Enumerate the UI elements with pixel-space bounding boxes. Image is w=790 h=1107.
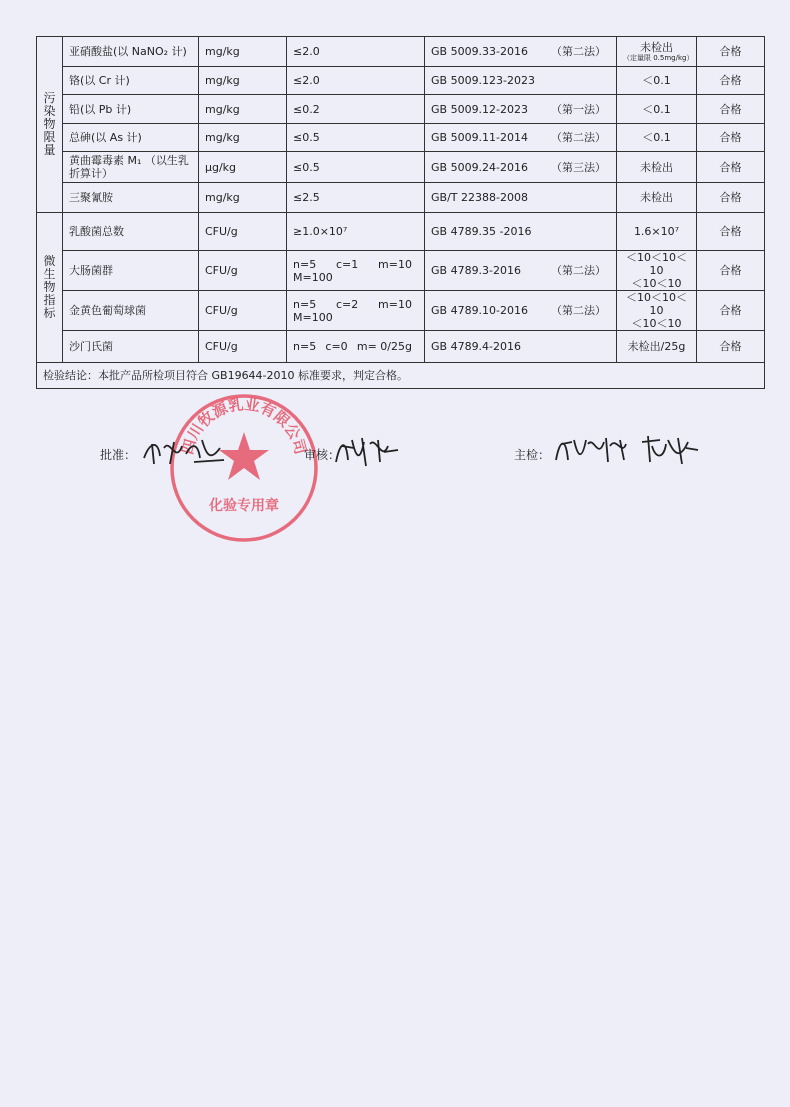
table-row: [37, 213, 765, 251]
item-cell: 三聚氰胺: [63, 183, 199, 213]
table-row: [37, 331, 765, 363]
item-cell: 铅(以 Pb 计): [63, 95, 199, 124]
judgement-cell: 合格: [697, 152, 765, 183]
inspector-signature: [552, 430, 702, 470]
unit-cell: mg/kg: [199, 37, 287, 67]
judgement-cell: 合格: [697, 95, 765, 124]
item-cell: 沙门氏菌: [63, 331, 199, 363]
item-cell: 铬(以 Cr 计): [63, 67, 199, 95]
requirement-cell: ≤2.5: [287, 183, 425, 213]
table-row: [37, 124, 765, 152]
result-cell: 未检出 （定量限 0.5mg/kg）: [617, 37, 697, 67]
judgement-cell: 合格: [697, 37, 765, 67]
requirement-cell: ≥1.0×10⁷: [287, 213, 425, 251]
unit-cell: CFU/g: [199, 331, 287, 363]
judgement-cell: 合格: [697, 213, 765, 251]
table-row: [37, 37, 765, 67]
table-row: [37, 251, 765, 291]
standard-cell: GB 5009.24-2016 （第三法）: [425, 152, 617, 183]
result-cell: ＜0.1: [617, 95, 697, 124]
inspector-label: 主检：: [514, 448, 551, 462]
inspection-table: [36, 36, 765, 389]
table-row: [37, 67, 765, 95]
requirement-cell: n=5 c=2 m=10 M=100: [287, 291, 425, 331]
result-cell: ＜0.1: [617, 67, 697, 95]
unit-cell: mg/kg: [199, 183, 287, 213]
approve-signature: [140, 434, 230, 470]
item-cell: 总砷(以 As 计): [63, 124, 199, 152]
result-cell: ＜0.1: [617, 124, 697, 152]
result-cell: ＜10＜10＜10 ＜10＜10: [617, 291, 697, 331]
standard-cell: GB 5009.12-2023 （第一法）: [425, 95, 617, 124]
item-cell: 大肠菌群: [63, 251, 199, 291]
unit-cell: CFU/g: [199, 291, 287, 331]
conclusion-text: 检验结论：本批产品所检项目符合 GB19644-2010 标准要求，判定合格。: [37, 363, 765, 389]
requirement-cell: n=5 c=0 m= 0/25g: [287, 331, 425, 363]
item-cell: 黄曲霉毒素 M₁ （以生乳折算计）: [63, 152, 199, 183]
requirement-cell: ≤2.0: [287, 67, 425, 95]
item-cell: 亚硝酸盐(以 NaNO₂ 计): [63, 37, 199, 67]
standard-cell: GB 5009.123-2023: [425, 67, 617, 95]
category-cell: 微 生 物 指 标: [37, 213, 63, 363]
table-row: [37, 95, 765, 124]
result-cell: 未检出: [617, 152, 697, 183]
unit-cell: CFU/g: [199, 213, 287, 251]
result-cell: 1.6×10⁷: [617, 213, 697, 251]
review-label: 审核：: [304, 448, 341, 462]
stamp-arc-text: 四川牧源乳业有限公司: [178, 395, 310, 457]
standard-cell: GB/T 22388-2008: [425, 183, 617, 213]
standard-cell: GB 5009.33-2016 （第二法）: [425, 37, 617, 67]
judgement-cell: 合格: [697, 331, 765, 363]
unit-cell: CFU/g: [199, 251, 287, 291]
standard-cell: GB 4789.10-2016 （第二法）: [425, 291, 617, 331]
unit-cell: mg/kg: [199, 95, 287, 124]
conclusion-row: [37, 363, 765, 389]
table-row: [37, 291, 765, 331]
standard-cell: GB 4789.4-2016: [425, 331, 617, 363]
unit-cell: mg/kg: [199, 67, 287, 95]
item-cell: 乳酸菌总数: [63, 213, 199, 251]
category-cell: 污 染 物 限 量: [37, 37, 63, 213]
requirement-cell: ≤0.5: [287, 124, 425, 152]
result-cell: 未检出: [617, 183, 697, 213]
requirement-cell: n=5 c=1 m=10 M=100: [287, 251, 425, 291]
result-cell: 未检出/25g: [617, 331, 697, 363]
judgement-cell: 合格: [697, 291, 765, 331]
requirement-cell: ≤0.5: [287, 152, 425, 183]
standard-cell: GB 4789.3-2016 （第二法）: [425, 251, 617, 291]
judgement-cell: 合格: [697, 183, 765, 213]
stamp-subtext: 化验专用章: [209, 498, 279, 514]
judgement-cell: 合格: [697, 67, 765, 95]
unit-cell: μg/kg: [199, 152, 287, 183]
result-cell: ＜10＜10＜10 ＜10＜10: [617, 251, 697, 291]
item-cell: 金黄色葡萄球菌: [63, 291, 199, 331]
review-signature: [332, 432, 402, 472]
requirement-cell: ≤0.2: [287, 95, 425, 124]
approve-label: 批准：: [100, 448, 137, 462]
standard-cell: GB 4789.35 -2016: [425, 213, 617, 251]
judgement-cell: 合格: [697, 251, 765, 291]
table-row: [37, 152, 765, 183]
judgement-cell: 合格: [697, 124, 765, 152]
standard-cell: GB 5009.11-2014 （第二法）: [425, 124, 617, 152]
requirement-cell: ≤2.0: [287, 37, 425, 67]
unit-cell: mg/kg: [199, 124, 287, 152]
table-row: [37, 183, 765, 213]
